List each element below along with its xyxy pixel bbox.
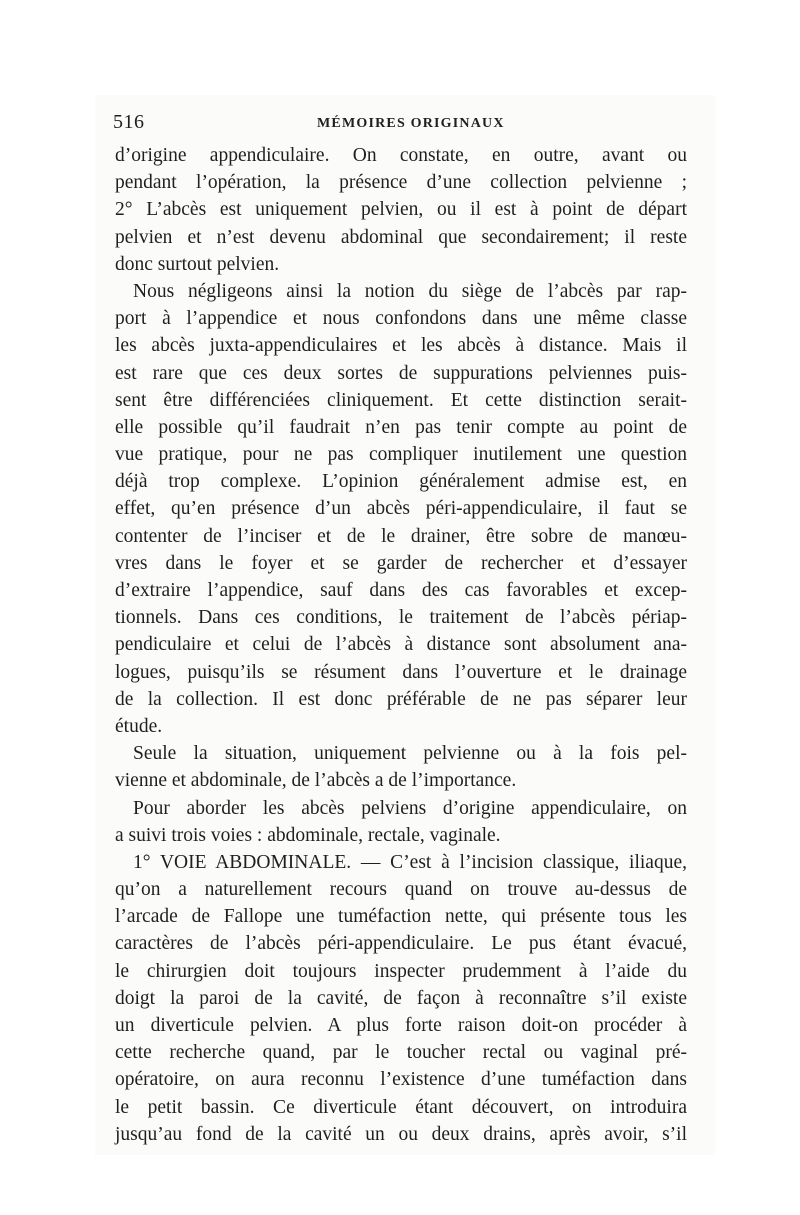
text-line: étude.	[115, 715, 163, 737]
text-line: tionnels. Dans ces conditions, le traitement de l’abcès périap-	[115, 607, 687, 629]
text-line: doigt la paroi de la cavité, de façon à reconnaître s’il existe	[115, 987, 687, 1009]
text-line: pendant l’opération, la présence d’une collection pelvienne ;	[115, 172, 687, 194]
text-line: pendiculaire et celui de l’abcès à distance sont absolument ana-	[115, 634, 687, 656]
text-line: vienne et abdominale, de l’abcès a de l’importance.	[115, 770, 517, 792]
text-line: cette recherche quand, par le toucher rectal ou vaginal pré-	[115, 1042, 687, 1064]
body-text	[115, 142, 687, 1148]
text-line: donc surtout pelvien.	[115, 253, 280, 275]
text-line: d’origine appendiculaire. On constate, en outre, avant ou	[115, 145, 687, 166]
text-line: caractères de l’abcès péri-appendiculaire. Le pus étant évacué,	[115, 933, 687, 955]
text-line: Seule la situation, uniquement pelvienne ou à la fois pel-	[133, 743, 687, 765]
text-line: 2° L’abcès est uniquement pelvien, ou il est à point de départ	[115, 199, 687, 221]
text-line: vres dans le foyer et se garder de rechercher et d’essayer	[115, 552, 687, 574]
running-head: MÉMOIRES ORIGINAUX	[317, 116, 505, 131]
text-line: 1° VOIE ABDOMINALE. — C’est à l’incision classique, iliaque,	[133, 851, 687, 873]
text-line: Nous négligeons ainsi la notion du siège de l’abcès par rap-	[133, 280, 687, 302]
text-line: jusqu’au fond de la cavité un ou deux drains, après avoir, s’il	[115, 1123, 687, 1145]
text-line: de la collection. Il est donc préférable de ne pas séparer leur	[115, 688, 687, 710]
text-line: elle possible qu’il faudrait n’en pas tenir compte au point de	[115, 416, 687, 438]
text-line: un diverticule pelvien. A plus forte raison doit-on procéder à	[115, 1015, 687, 1036]
text-line: effet, qu’en présence d’un abcès péri-appendiculaire, il faut se	[115, 498, 687, 520]
text-line: l’arcade de Fallope une tuméfaction nette, qui présente tous les	[115, 906, 687, 928]
text-line: port à l’appendice et nous confondons dans une même classe	[115, 308, 687, 330]
text-line: vue pratique, pour ne pas compliquer inutilement une question	[115, 444, 687, 466]
text-line: pelvien et n’est devenu abdominal que secondairement; il reste	[115, 226, 687, 248]
text-line: déjà trop complexe. L’opinion généralement admise est, en	[115, 471, 687, 493]
text-line: logues, puisqu’ils se résument dans l’ouverture et le drainage	[115, 661, 687, 683]
text-line: qu’on a naturellement recours quand on trouve au-dessus de	[115, 879, 687, 901]
page-number: 516	[113, 111, 145, 133]
text-line: d’extraire l’appendice, sauf dans des cas favorables et excep-	[115, 580, 687, 601]
text-line: sent être différenciées cliniquement. Et cette distinction serait-	[115, 389, 687, 411]
text-line: les abcès juxta-appendiculaires et les abcès à distance. Mais il	[115, 335, 687, 357]
text-line: contenter de l’inciser et de le drainer, être sobre de manœu-	[115, 525, 687, 547]
page-header	[113, 111, 698, 137]
text-line: est rare que ces deux sortes de suppurations pelviennes puis-	[115, 362, 687, 384]
text-line: a suivi trois voies : abdominale, rectale, vaginale.	[115, 824, 501, 846]
text-line: le petit bassin. Ce diverticule étant découvert, on introduira	[115, 1096, 687, 1118]
text-line: Pour aborder les abcès pelviens d’origine appendiculaire, on	[133, 797, 687, 819]
text-line: opératoire, on aura reconnu l’existence d’une tuméfaction dans	[115, 1069, 687, 1091]
text-line: le chirurgien doit toujours inspecter prudemment à l’aide du	[115, 960, 687, 982]
